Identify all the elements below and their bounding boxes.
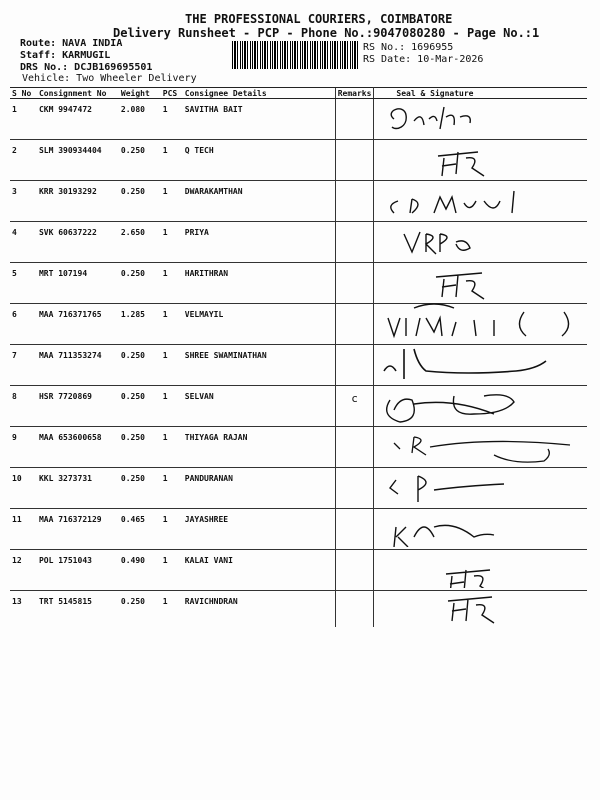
row-consignment-no: MAA 653600658 <box>37 427 119 468</box>
row-pcs: 1 <box>161 509 183 550</box>
route-label: Route: NAVA INDIA <box>20 38 123 49</box>
row-pcs: 1 <box>161 304 183 345</box>
row-consignee: SELVAN <box>183 386 335 427</box>
signature-mark <box>374 589 586 629</box>
table-row <box>10 468 587 509</box>
signature-mark <box>374 261 586 301</box>
row-weight: 0.250 <box>119 468 161 509</box>
row-sno: 10 <box>10 468 37 509</box>
row-sno: 7 <box>10 345 37 386</box>
row-pcs: 1 <box>162 597 168 606</box>
row-consignment-no: KRR 30193292 <box>37 181 119 222</box>
row-weight: 2.080 <box>119 99 161 140</box>
row-pcs: 1 <box>161 140 183 181</box>
row-remarks <box>335 304 374 345</box>
row-sno: 2 <box>10 140 37 181</box>
row-consignee: KALAI VANI <box>183 550 335 591</box>
row-signature <box>374 222 587 263</box>
row-consignee: RAVICHNDRAN <box>184 597 238 606</box>
row-pcs: 1 <box>161 222 183 263</box>
row-remarks <box>335 140 374 181</box>
col-sno: S No <box>10 88 37 99</box>
row-weight: 0.250 <box>119 386 161 427</box>
table-row <box>10 591 587 628</box>
row-signature <box>374 181 587 222</box>
runsheet-table <box>10 87 587 627</box>
signature-mark <box>374 97 586 137</box>
col-consignment: Consignment No <box>37 88 119 99</box>
row-remarks <box>335 99 374 140</box>
rs-date: RS Date: 10-Mar-2026 <box>363 54 484 65</box>
row-signature <box>374 468 587 509</box>
row-signature <box>374 345 587 386</box>
row-signature <box>374 99 587 140</box>
row-sno: 12 <box>10 550 37 591</box>
row-signature <box>374 304 587 345</box>
drs-number: DRS No.: DCJB169695501 <box>20 62 153 73</box>
company-name: THE PROFESSIONAL COURIERS, COIMBATORE <box>185 12 453 26</box>
table-row <box>10 222 587 263</box>
table-row <box>10 181 587 222</box>
row-weight: 0.490 <box>119 550 161 591</box>
row-consignment-no: MAA 716372129 <box>37 509 119 550</box>
row-weight: 0.250 <box>119 427 161 468</box>
row-signature <box>374 263 587 304</box>
row-pcs: 1 <box>161 386 183 427</box>
vehicle-label: Vehicle: Two Wheeler Delivery <box>22 73 197 84</box>
table-row <box>10 509 587 550</box>
row-remarks: c <box>335 386 374 427</box>
row-consignment-no: MAA 711353274 <box>37 345 119 386</box>
row-consignee: PRIYA <box>183 222 335 263</box>
row-consignment-no: MRT 107194 <box>37 263 119 304</box>
row-pcs: 1 <box>161 263 183 304</box>
row-sno: 8 <box>10 386 37 427</box>
col-consignee: Consignee Details <box>183 88 335 99</box>
row-sno: 4 <box>10 222 37 263</box>
col-weight: Weight <box>119 88 161 99</box>
row-signature <box>374 550 587 591</box>
row-remarks <box>335 222 374 263</box>
row-pcs: 1 <box>161 550 183 591</box>
col-signature: Seal & Signature <box>374 88 587 99</box>
barcode-image <box>232 41 358 69</box>
row-weight: 1.285 <box>119 304 161 345</box>
row-sno: 11 <box>10 509 37 550</box>
row-sno: 13 <box>12 597 22 606</box>
row-weight: 0.250 <box>119 345 161 386</box>
signature-mark <box>374 548 586 588</box>
row-signature <box>374 140 587 181</box>
row-weight: 2.650 <box>119 222 161 263</box>
table-row <box>10 386 587 427</box>
signature-mark <box>374 384 586 424</box>
row-remarks <box>335 550 374 591</box>
table-row <box>10 140 587 181</box>
col-remarks: Remarks <box>335 88 374 99</box>
row-consignment-no: SLM 390934404 <box>37 140 119 181</box>
table-row <box>10 345 587 386</box>
row-pcs: 1 <box>161 468 183 509</box>
row-consignment-no: HSR 7720869 <box>37 386 119 427</box>
row-remarks <box>335 468 374 509</box>
row-pcs: 1 <box>161 181 183 222</box>
row-consignment-no: TRT 5145815 <box>38 597 92 606</box>
row-signature <box>374 591 587 628</box>
row-consignee: SAVITHA BAIT <box>183 99 335 140</box>
row-remarks <box>335 591 374 628</box>
row-weight: 0.250 <box>119 181 161 222</box>
signature-mark <box>374 507 586 547</box>
row-sno: 6 <box>10 304 37 345</box>
signature-mark <box>374 220 586 260</box>
row-weight: 0.250 <box>119 140 161 181</box>
table-row <box>10 99 587 140</box>
row-consignee: THIYAGA RAJAN <box>183 427 335 468</box>
row-consignment-no: CKM 9947472 <box>37 99 119 140</box>
row-consignee: HARITHRAN <box>183 263 335 304</box>
row-consignment-no: KKL 3273731 <box>37 468 119 509</box>
row-consignment-no: POL 1751043 <box>37 550 119 591</box>
col-pcs: PCS <box>161 88 183 99</box>
row-remarks <box>335 181 374 222</box>
row-signature <box>374 386 587 427</box>
table-row <box>10 263 587 304</box>
row-consignee: Q TECH <box>183 140 335 181</box>
row-sno: 9 <box>10 427 37 468</box>
signature-mark <box>374 179 586 219</box>
runsheet-title: Delivery Runsheet - PCP - Phone No.:9047080280 - Page No.:1 <box>113 26 540 40</box>
signature-mark <box>374 466 586 506</box>
row-sno: 3 <box>10 181 37 222</box>
row-sno: 5 <box>10 263 37 304</box>
row-pcs: 1 <box>161 427 183 468</box>
row-weight: 0.250 <box>119 263 161 304</box>
row-remarks <box>335 509 374 550</box>
row-consignment-no: SVK 60637222 <box>37 222 119 263</box>
row-consignee: VELMAYIL <box>183 304 335 345</box>
row-consignee: PANDURANAN <box>183 468 335 509</box>
signature-mark <box>374 425 586 465</box>
signature-mark <box>374 138 586 178</box>
signature-mark <box>374 302 586 342</box>
row-consignment-no: MAA 716371765 <box>37 304 119 345</box>
table-row <box>10 427 587 468</box>
row-consignee: DWARAKAMTHAN <box>183 181 335 222</box>
row-weight: 0.465 <box>119 509 161 550</box>
row-signature <box>374 427 587 468</box>
row-signature <box>374 509 587 550</box>
row-remarks <box>335 263 374 304</box>
signature-mark <box>374 343 586 383</box>
table-row <box>10 304 587 345</box>
row-sno: 1 <box>10 99 37 140</box>
rs-number: RS No.: 1696955 <box>363 42 454 53</box>
row-consignee: JAYASHREE <box>183 509 335 550</box>
row-remarks <box>335 345 374 386</box>
row-remarks <box>335 427 374 468</box>
row-weight: 0.250 <box>120 597 145 606</box>
row-consignee: SHREE SWAMINATHAN <box>183 345 335 386</box>
row-pcs: 1 <box>161 345 183 386</box>
staff-label: Staff: KARMUGIL <box>20 50 111 61</box>
row-pcs: 1 <box>161 99 183 140</box>
table-row <box>10 550 587 591</box>
